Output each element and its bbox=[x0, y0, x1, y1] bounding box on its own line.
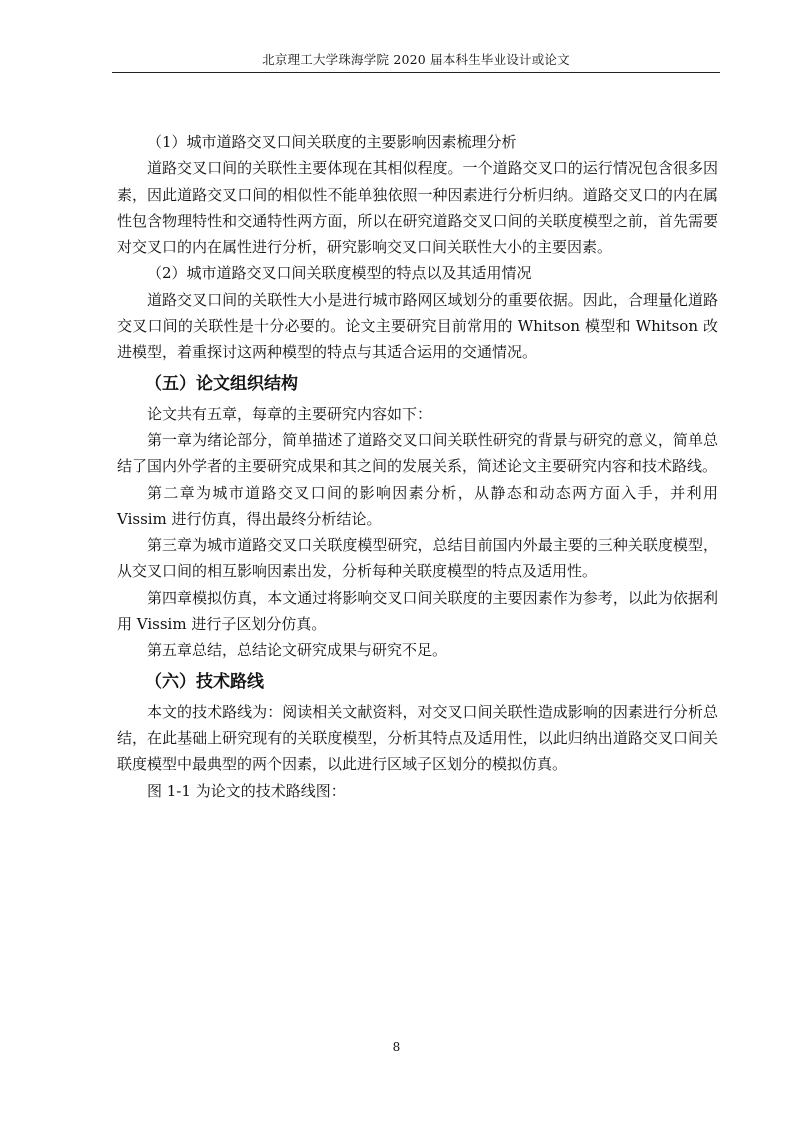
paragraph-1: 道路交叉口间的关联性主要体现在其相似程度。一个道路交叉口的运行情况包含很多因素，因此道路交叉口间的相似性不能单独依照一种因素进行分析归纳。道路交叉口的内在属性包含物理特性和交通特性两方面，所以在研究道路交叉口间的关联度模型之前，首先需要对交叉口的内在属性进行分析，研究影响交叉口间关联性大小的主要因素。 bbox=[117, 159, 718, 257]
section-heading-technical-route: （六）技术路线 bbox=[145, 671, 264, 692]
subheading-1: （1）城市道路交叉口间关联度的主要影响因素梳理分析 bbox=[147, 133, 517, 151]
paragraph-4: 第一章为绪论部分，简单描述了道路交叉口间关联性研究的背景与研究的意义，简单总结了国内外学者的主要研究成果和其之间的发展关系，简述论文主要研究内容和技术路线。 bbox=[117, 430, 718, 476]
paragraph-3: 论文共有五章，每章的主要研究内容如下： bbox=[147, 404, 433, 423]
paragraph-9: 本文的技术路线为：阅读相关文献资料，对交叉口间关联性造成影响的因素进行分析总结，在此基础上研究现有的关联度模型，分析其特点及适用性，以此归纳出道路交叉口间关联度模型中最典型的两个因素，以此进行区域子区划分的模拟仿真。 bbox=[117, 702, 718, 774]
paragraph-7: 第四章模拟仿真，本文通过将影响交叉口间关联度的主要因素作为参考，以此为依据利用 Vissim 进行子区划分仿真。 bbox=[117, 588, 718, 634]
section-heading-organization: （五）论文组织结构 bbox=[145, 373, 298, 394]
body-content bbox=[117, 129, 718, 804]
paragraph-6: 第三章为城市道路交叉口关联度模型研究，总结目前国内外最主要的三种关联度模型，从交叉口间的相互影响因素出发，分析每种关联度模型的特点及适用性。 bbox=[117, 536, 718, 581]
paragraph-10: 图 1-1 为论文的技术路线图： bbox=[147, 781, 346, 800]
paragraph-8: 第五章总结，总结论文研究成果与研究不足。 bbox=[147, 641, 448, 660]
page-number: 8 bbox=[392, 1040, 401, 1054]
running-header: 北京理工大学珠海学院 2020 届本科生毕业设计或论文 bbox=[262, 52, 570, 67]
paragraph-5: 第二章为城市道路交叉口间的影响因素分析，从静态和动态两方面入手，并利用 Vissim 进行仿真，得出最终分析结论。 bbox=[117, 483, 718, 528]
header-rule bbox=[112, 72, 720, 73]
subheading-2: （2）城市道路交叉口间关联度模型的特点以及其适用情况 bbox=[147, 264, 532, 283]
paragraph-2: 道路交叉口间的关联性大小是进行城市路网区域划分的重要依据。因此，合理量化道路交叉口间的关联性是十分必要的。论文主要研究目前常用的 Whitson 模型和 Whitson 改进模型，着重探讨这两种模型的特点与其适合运用的交通情况。 bbox=[117, 290, 718, 362]
